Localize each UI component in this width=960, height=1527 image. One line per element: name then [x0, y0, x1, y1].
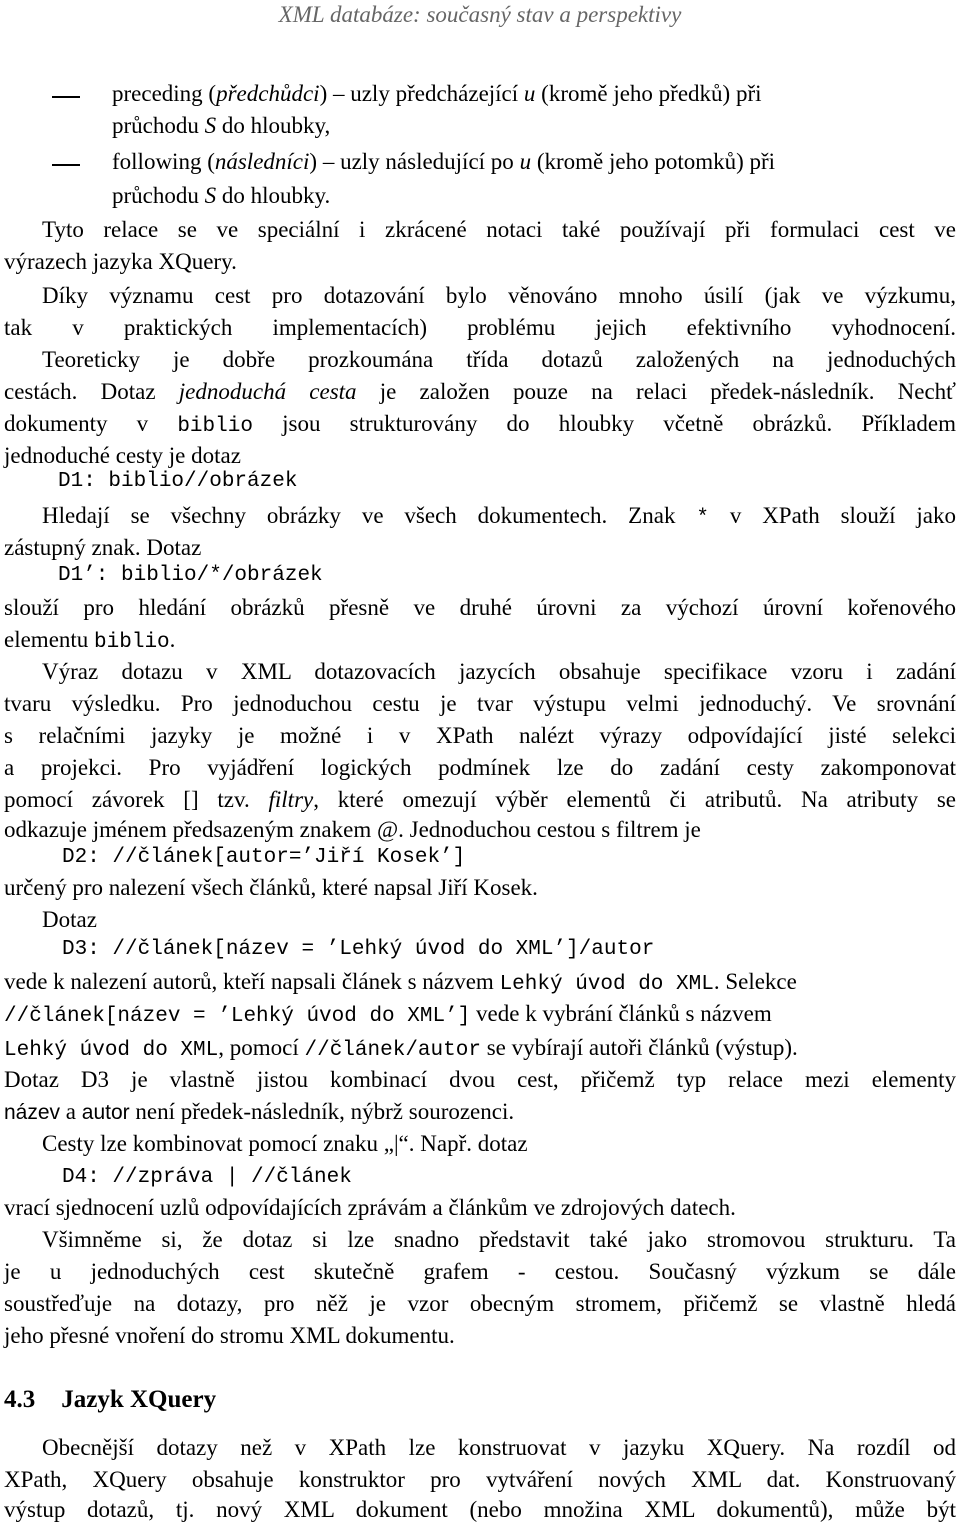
text-line: slouží pro hledání obrázků přesně ve druhé úrovni za výchozí úrovní kořenového [4, 595, 956, 620]
text-line: název a autor není předek-následník, nýbrž sourozenci. [4, 1099, 515, 1124]
text-line: průchodu S do hloubky, [112, 113, 331, 138]
section-heading [4, 1384, 960, 1416]
text-line: Cesty lze kombinovat pomocí znaku „|“. Např. dotaz [42, 1131, 528, 1156]
code-line: D4: //zpráva | //článek [62, 1166, 352, 1189]
text-line: průchodu S do hloubky. [112, 183, 331, 208]
text-line: XPath, XQuery obsahuje konstruktor pro vytváření nových XML dat. Konstruovaný [4, 1467, 956, 1492]
code-line: D1: biblio//obrázek [58, 470, 298, 493]
text-line: zástupný znak. Dotaz [4, 535, 202, 560]
text-line: a projekci. Pro vyjádření logických podmínek lze do zadání cesty zakomponovat [4, 755, 956, 780]
text-line: Obecnější dotazy než v XPath lze konstruovat v jazyku XQuery. Na rozdíl od [42, 1435, 956, 1460]
text-line: odkazuje jménem předsazeným znakem @. Jednoduchou cestou s filtrem je [4, 817, 701, 842]
text-line: Dotaz [42, 907, 97, 932]
text-line: tvaru výsledku. Pro jednoduchou cestu je tvar výstupu velmi jednoduchý. Ve srovnání [4, 691, 956, 716]
text-line: výstup dotazů, tj. nový XML dokument (nebo množina XML dokumentů), může být [4, 1497, 956, 1522]
text-line: výrazech jazyka XQuery. [4, 249, 237, 274]
text-line: cestách. Dotaz jednoduchá cesta je založen pouze na relaci předek-následník. Nechť [4, 379, 957, 404]
text-line: Díky významu cest pro dotazování bylo věnováno mnoho úsilí (jak ve výzkumu, [42, 283, 956, 308]
text-line: s relačními jazyky je možné i v XPath nalézt výrazy odpovídající jisté selekci [4, 723, 956, 748]
text-line: soustřeďuje na dotazy, pro něž je vzor obecným stromem, přičemž se vlastně hledá [4, 1291, 956, 1316]
text-line: Teoreticky je dobře prozkoumána třída dotazů založených na jednoduchých [42, 347, 956, 372]
text-line: jeho přesné vnoření do stromu XML dokumentu. [4, 1323, 455, 1348]
running-header: XML databáze: současný stav a perspektivy [278, 2, 682, 27]
text-line: jednoduché cesty je dotaz [4, 443, 241, 468]
text-line: Tyto relace se ve speciální i zkrácené notaci také používají při formulaci cest ve [42, 217, 956, 242]
text-line: elementu biblio. [4, 627, 176, 654]
text-line: Výraz dotazu v XML dotazovacích jazycích obsahuje specifikace vzoru i zadání [42, 659, 956, 684]
code-line: D1’: biblio/*/obrázek [58, 564, 323, 587]
text-line: dokumenty v biblio jsou strukturovány do hloubky včetně obrázků. Příkladem [4, 411, 956, 438]
code-line: D2: //článek[autor=’Jiří Kosek’] [62, 846, 466, 869]
text-line: určený pro nalezení všech článků, které napsal Jiří Kosek. [4, 875, 538, 900]
text-line: tak v praktických implementacích) problému jejich efektivního vyhodnocení. [4, 315, 956, 340]
code-line: D3: //článek[název = ’Lehký úvod do XML’]/autor [62, 938, 655, 961]
text-line: Lehký úvod do XML, pomocí //článek/autor se vybírají autoři článků (výstup). [4, 1035, 798, 1062]
text-line: Dotaz D3 je vlastně jistou kombinací dvou cest, přičemž typ relace mezi elementy [4, 1067, 956, 1092]
text-line: vrací sjednocení uzlů odpovídajících zprávám a článkům ve zdrojových datech. [4, 1195, 736, 1220]
text-line: vede k nalezení autorů, kteří napsali článek s názvem Lehký úvod do XML. Selekce [4, 969, 797, 996]
text-line: je u jednoduchých cest skutečně grafem - cestou. Současný výzkum se dále [4, 1259, 956, 1284]
section-number: 4.3 [4, 1386, 36, 1413]
text-line: following (následníci) – uzly následující po u (kromě jeho potomků) při [112, 149, 776, 174]
bullet-dash [52, 164, 80, 166]
text-line: preceding (předchůdci) – uzly předcházející u (kromě jeho předků) při [112, 81, 762, 106]
text-line: Hledají se všechny obrázky ve všech dokumentech. Znak * v XPath slouží jako [42, 503, 956, 530]
text-line: pomocí závorek [] tzv. filtry, které omezují výběr elementů či atributů. Na atributy se [4, 787, 956, 812]
bullet-dash [52, 96, 80, 98]
text-line: //článek[název = ’Lehký úvod do XML’] vede k vybrání článků s názvem [4, 1001, 772, 1028]
section-title: Jazyk XQuery [61, 1386, 217, 1413]
text-line: Všimněme si, že dotaz si lze snadno představit také jako stromovou strukturu. Ta [42, 1227, 956, 1252]
